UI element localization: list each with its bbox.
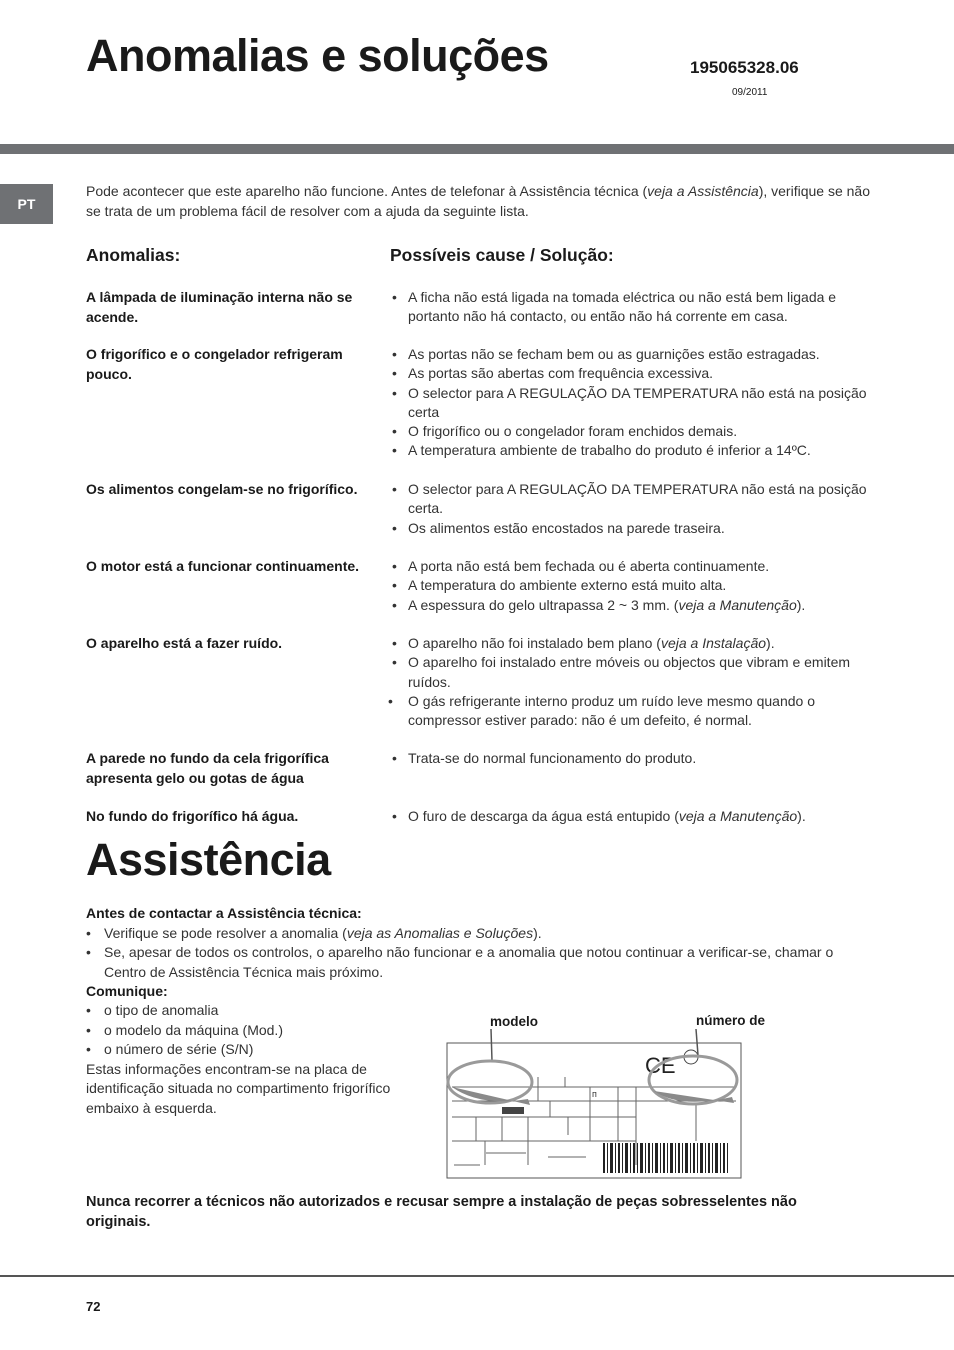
plate-symbol-icon — [502, 1107, 524, 1114]
rating-plate-illustration — [440, 1025, 750, 1185]
cause-list — [390, 288, 890, 327]
instruction-item — [86, 943, 844, 982]
cause-text-end: ). — [796, 596, 806, 613]
bullet-icon: • — [392, 654, 397, 671]
cause-item — [390, 480, 890, 519]
document-number: 195065328.06 — [690, 58, 799, 77]
bullet-icon: • — [392, 481, 397, 497]
header-divider-bar — [0, 144, 954, 154]
bullet-icon: • — [86, 1041, 91, 1057]
ce-mark-icon: CE — [645, 1053, 676, 1078]
final-warning: Nunca recorrer a técnicos não autorizados e recusar sempre a instalação de peças sobresselentes não originais. — [86, 1194, 797, 1230]
cause-text: O aparelho foi instalado entre móveis ou objectos que vibram e emitem ruídos. — [408, 654, 851, 690]
cause-item — [390, 557, 890, 576]
instruction-reference: veja as Anomalias e Soluções — [346, 924, 534, 941]
cause-item — [390, 384, 890, 423]
plate-location-note: Estas informações encontram-se na placa de identificação situada no compartimento frigorífico embaixo à esquerda. — [86, 1060, 391, 1116]
cause-text: A ficha não está ligada na tomada eléctrica ou não está bem ligada e portanto não há contacto, ou então não há corrente em casa. — [408, 289, 837, 325]
bullet-icon: • — [392, 289, 397, 305]
cause-item — [390, 345, 890, 364]
bullet-icon: • — [392, 442, 397, 459]
instruction-text: Verifique se pode resolver a anomalia ( — [104, 924, 347, 941]
intro-text-before: Pode acontecer que este aparelho não funcione. Antes de telefonar à Assistência técnica ( — [86, 183, 648, 199]
bullet-icon: • — [392, 596, 397, 613]
communicate-item — [86, 1001, 416, 1021]
cause-item — [390, 422, 890, 441]
cause-text: A espessura do gelo ultrapassa 2 ~ 3 mm. ( — [408, 596, 679, 613]
cause-item — [390, 364, 890, 383]
document-date: 09/2011 — [732, 87, 768, 98]
cause-list — [390, 480, 890, 538]
bullet-icon: • — [392, 635, 397, 651]
cause-item — [390, 596, 890, 615]
cause-list — [390, 749, 890, 768]
cause-list — [390, 345, 890, 461]
intro-reference: veja a Assistência — [647, 183, 759, 199]
cause-item — [390, 576, 890, 595]
problem-text: A parede no fundo da cela frigorífica apresenta gelo ou gotas de água — [86, 750, 329, 786]
cause-item — [390, 288, 890, 327]
problem-text: O aparelho está a fazer ruído. — [86, 635, 283, 651]
bullet-icon: • — [392, 750, 397, 766]
page-number: 72 — [86, 1299, 101, 1314]
bullet-icon: • — [392, 423, 397, 440]
instruction-item — [86, 924, 846, 944]
communicate-item — [86, 1040, 416, 1060]
assistance-instructions — [86, 904, 846, 1002]
bullet-icon: • — [86, 1021, 91, 1038]
anomalies-heading: Anomalias: — [86, 245, 181, 265]
bullet-icon: • — [392, 577, 397, 594]
cause-text: As portas são abertas com frequência excessiva. — [408, 365, 714, 382]
communicate-heading: Comunique: — [86, 983, 168, 999]
cause-item — [390, 653, 890, 692]
cause-text: As portas não se fecham bem ou as guarnições estão estragadas. — [408, 346, 820, 362]
bullet-icon: • — [86, 944, 91, 960]
problem-text: O motor está a funcionar continuamente. — [86, 558, 360, 574]
cause-text: O selector para A REGULAÇÃO DA TEMPERATURA não está na posição certa. — [408, 481, 867, 517]
page-title: Anomalias e soluções — [86, 30, 549, 81]
cause-text: O aparelho não foi instalado bem plano ( — [408, 635, 661, 651]
serial-number-label: número de — [696, 1013, 766, 1028]
cause-reference: veja a Manutenção — [678, 596, 797, 613]
plate-mark-icon: ᴨ — [592, 1089, 597, 1099]
instruction-text: Se, apesar de todos os controlos, o aparelho não funcionar e a anomalia que notou continuar a verificar-se, chamar o Centro de Assistência Técnica mais próximo. — [104, 944, 834, 980]
bullet-icon: • — [86, 924, 91, 941]
cause-reference: veja a Instalação — [660, 635, 767, 651]
bullet-icon: • — [392, 384, 397, 401]
language-tab: PT — [0, 184, 53, 224]
problem-text: No fundo do frigorífico há água. — [86, 808, 299, 824]
bullet-icon: • — [392, 365, 397, 382]
bullet-icon: • — [392, 558, 397, 574]
problem-text: O frigorífico e o congelador refrigeram pouco. — [86, 346, 343, 382]
problem-text: A lâmpada de iluminação interna não se acende. — [86, 289, 353, 325]
cause-text-end: ). — [766, 635, 775, 651]
cause-text: O selector para A REGULAÇÃO DA TEMPERATURA não está na posição certa — [408, 384, 867, 420]
assistance-title: Assistência — [86, 834, 331, 885]
cause-text: A temperatura do ambiente externo está muito alta. — [408, 577, 727, 594]
problem-text: Os alimentos congelam-se no frigorífico. — [86, 481, 358, 497]
bullet-icon: • — [392, 346, 397, 362]
cause-list — [390, 634, 890, 730]
bullet-icon: • — [86, 1002, 91, 1018]
communicate-list — [86, 1001, 416, 1118]
cause-item — [390, 692, 890, 731]
model-label: modelo — [490, 1014, 539, 1029]
cause-reference: veja a Manutenção — [678, 808, 798, 824]
bullet-icon: • — [388, 692, 393, 709]
before-contact-heading: Antes de contactar a Assistência técnica: — [86, 905, 362, 921]
cause-text: Trata-se do normal funcionamento do produto. — [408, 750, 697, 766]
communicate-text: o modelo da máquina (Mod.) — [104, 1021, 283, 1038]
causes-heading: Possíveis cause / Solução: — [390, 245, 614, 265]
bullet-icon: • — [392, 519, 397, 536]
instruction-text-end: ). — [533, 924, 542, 941]
cause-item — [390, 441, 890, 460]
cause-item — [390, 519, 890, 538]
communicate-item — [86, 1021, 416, 1041]
cause-item — [390, 634, 890, 653]
cause-text: A temperatura ambiente de trabalho do produto é inferior a 14ºC. — [408, 442, 811, 459]
cause-text-end: ). — [797, 808, 806, 824]
cause-text: O furo de descarga da água está entupido ( — [408, 808, 679, 824]
cause-item — [390, 807, 890, 826]
cause-text: O gás refrigerante interno produz um ruído leve mesmo quando o compressor estiver parado: não é um defeito, é normal. — [408, 692, 816, 729]
intro-text-after: ), verifique se não se trata de um problema fácil de resolver com a ajuda da seguinte lista. — [86, 183, 870, 219]
intro-paragraph — [86, 181, 886, 221]
cause-item — [390, 749, 890, 768]
cause-text: A porta não está bem fechada ou é aberta continuamente. — [408, 558, 770, 574]
cause-text: O frigorífico ou o congelador foram enchidos demais. — [408, 423, 738, 440]
communicate-text: o número de série (S/N) — [104, 1041, 254, 1057]
cause-list — [390, 557, 890, 615]
bullet-icon: • — [392, 808, 397, 824]
cause-list — [390, 807, 890, 826]
footer-divider — [0, 1275, 954, 1277]
cause-text: Os alimentos estão encostados na parede traseira. — [408, 519, 725, 536]
communicate-text: o tipo de anomalia — [104, 1002, 219, 1018]
